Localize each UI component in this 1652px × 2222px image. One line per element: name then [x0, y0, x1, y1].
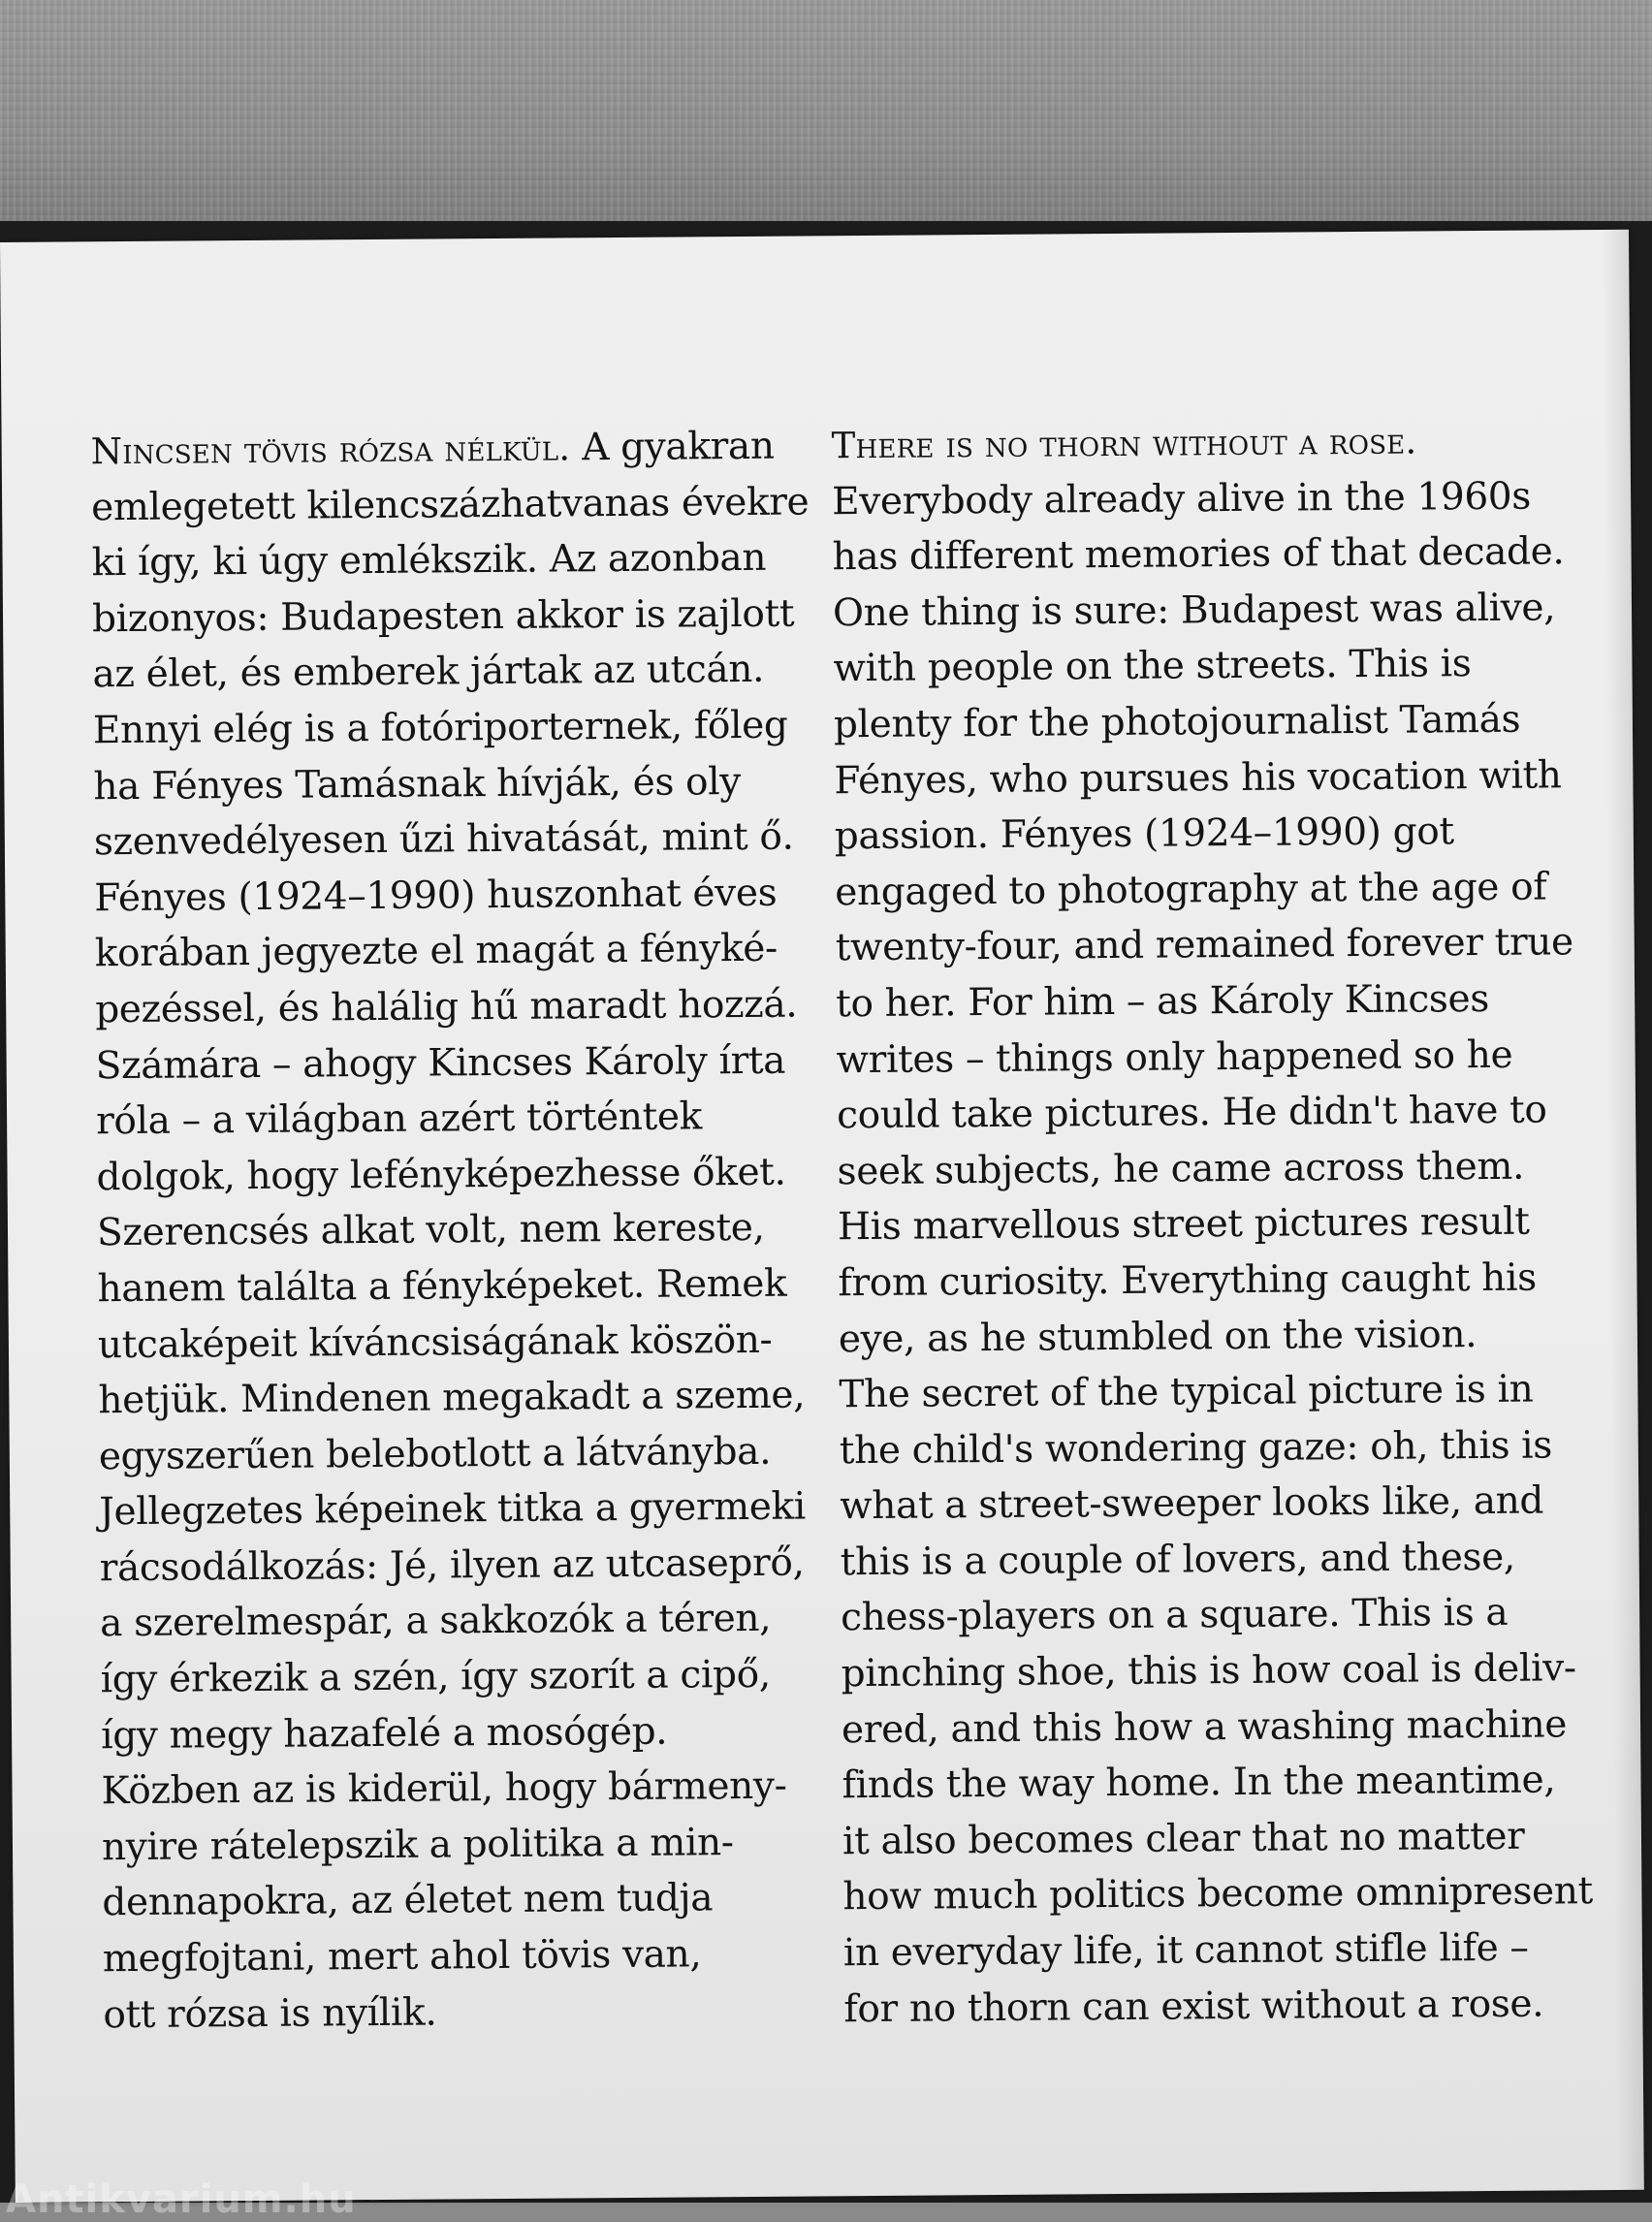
text-line: to her. For him – as Károly Kincses: [836, 976, 1490, 1027]
text-line: megfojtani, mert ahol tövis van,: [102, 1932, 702, 1982]
text-line: what a street-sweeper looks like, and: [840, 1478, 1544, 1529]
text-line: hetjük. Mindenen megakadt a szeme,: [98, 1373, 806, 1423]
text-line: pezéssel, és halálig hű maradt hozzá.: [95, 982, 798, 1032]
text-line: bizonyos: Budapesten akkor is zajlott: [91, 591, 795, 642]
text-line: engaged to photography at the age of: [835, 865, 1547, 915]
text-line: for no thorn can exist without a rose.: [843, 1982, 1544, 2031]
text-line: utcaképeit kíváncsiságának köszön-: [97, 1317, 773, 1367]
text-line: this is a couple of lovers, and these,: [840, 1535, 1516, 1585]
text-line: One thing is sure: Budapest was alive,: [832, 586, 1556, 636]
text-line: has different memories of that decade.: [832, 529, 1565, 580]
text-line: finds the way home. In the meantime,: [842, 1758, 1556, 1808]
text-line: passion. Fényes (1924–1990) got: [834, 809, 1454, 859]
hungarian-column: [90, 419, 810, 2044]
text-line: ha Fényes Tamásnak hívják, és oly: [93, 759, 742, 809]
text-line: dennapokra, az életet nem tudja: [102, 1876, 714, 1925]
text-line: Fényes (1924–1990) huszonhat éves: [94, 871, 778, 921]
table-surface: [0, 0, 1652, 233]
text-line: pinching shoe, this is how coal is deliv-: [841, 1646, 1576, 1697]
text-line: twenty-four, and remained forever true: [835, 920, 1573, 970]
english-column: [831, 412, 1594, 2037]
text-line: Ennyi elég is a fotóriporternek, főleg: [92, 703, 788, 753]
text-line: ott rózsa is nyílik.: [103, 1990, 437, 2037]
text-line: Fényes, who pursues his vocation with: [834, 752, 1562, 803]
text-line: writes – things only happened so he: [836, 1032, 1513, 1082]
text-line: korában jegyezte el magát a fényké-: [94, 927, 778, 976]
text-line: [90, 419, 788, 480]
text-line: from curiosity. Everything caught his: [838, 1255, 1537, 1306]
english-heading: There is no thorn without a rose.: [831, 420, 1417, 467]
text-fragment: A gyakran: [582, 424, 775, 470]
text-line: hanem találta a fényképeket. Remek: [97, 1261, 787, 1312]
text-line: Közben az is kiderül, hogy bármeny-: [101, 1763, 787, 1814]
hungarian-heading: Nincsen tövis rózsa nélkül.: [90, 427, 571, 473]
text-line: emlegetett kilencszázhatvanas évekre: [90, 480, 810, 529]
text-line: a szerelmespár, a sakkozók a téren,: [100, 1597, 772, 1646]
watermark: Antikvarium.hu: [6, 2177, 357, 2222]
text-line: róla – a világban azért történtek: [95, 1095, 703, 1144]
text-line: egyszerűen belebotlott a látványba.: [98, 1429, 772, 1478]
text-line: could take pictures. He didn't have to: [836, 1088, 1547, 1138]
text-line: how much politics become omnipresent: [842, 1869, 1594, 1920]
text-line: it also becomes clear that no matter: [842, 1814, 1525, 1864]
text-line: seek subjects, he came across them.: [837, 1144, 1525, 1193]
book-page: [0, 230, 1644, 2203]
text-line: így megy hazafelé a mosógép.: [100, 1709, 668, 1758]
text-line: ered, and this how a washing machine: [841, 1702, 1568, 1752]
text-line: ki így, ki úgy emlékszik. Az azonban: [91, 535, 767, 586]
text-line: in everyday life, it cannot stifle life –: [842, 1925, 1529, 1976]
text-line: dolgok, hogy lefényképezhesse őket.: [96, 1150, 786, 1199]
text-line: chess-players on a square. This is a: [840, 1591, 1509, 1640]
text-line: Jellegzetes képeinek titka a gyermeki: [99, 1484, 807, 1535]
text-line: the child's wondering gaze: oh, this is: [839, 1423, 1553, 1473]
text-line: plenty for the photojournalist Tamás: [833, 697, 1521, 747]
text-line: az élet, és emberek jártak az utcán.: [92, 648, 765, 697]
text-line: The secret of the typical picture is in: [839, 1367, 1534, 1417]
text-line: Szerencsés alkat volt, nem kereste,: [96, 1206, 765, 1255]
text-line: Számára – ahogy Kincses Károly írta: [95, 1038, 786, 1088]
text-line: Everybody already alive in the 1960s: [831, 474, 1532, 524]
text-line: így érkezik a szén, így szorít a cipő,: [100, 1652, 771, 1702]
text-line: eye, as he stumbled on the vision.: [838, 1312, 1477, 1361]
text-line: His marvellous street pictures result: [837, 1199, 1530, 1250]
text-line: with people on the streets. This is: [833, 642, 1472, 691]
text-line: szenvedélyesen űzi hivatását, mint ő.: [93, 814, 794, 865]
text-line: rácsodálkozás: Jé, ilyen az utcaseprő,: [99, 1540, 805, 1591]
text-line: nyire rátelepszik a politika a min-: [101, 1820, 734, 1870]
